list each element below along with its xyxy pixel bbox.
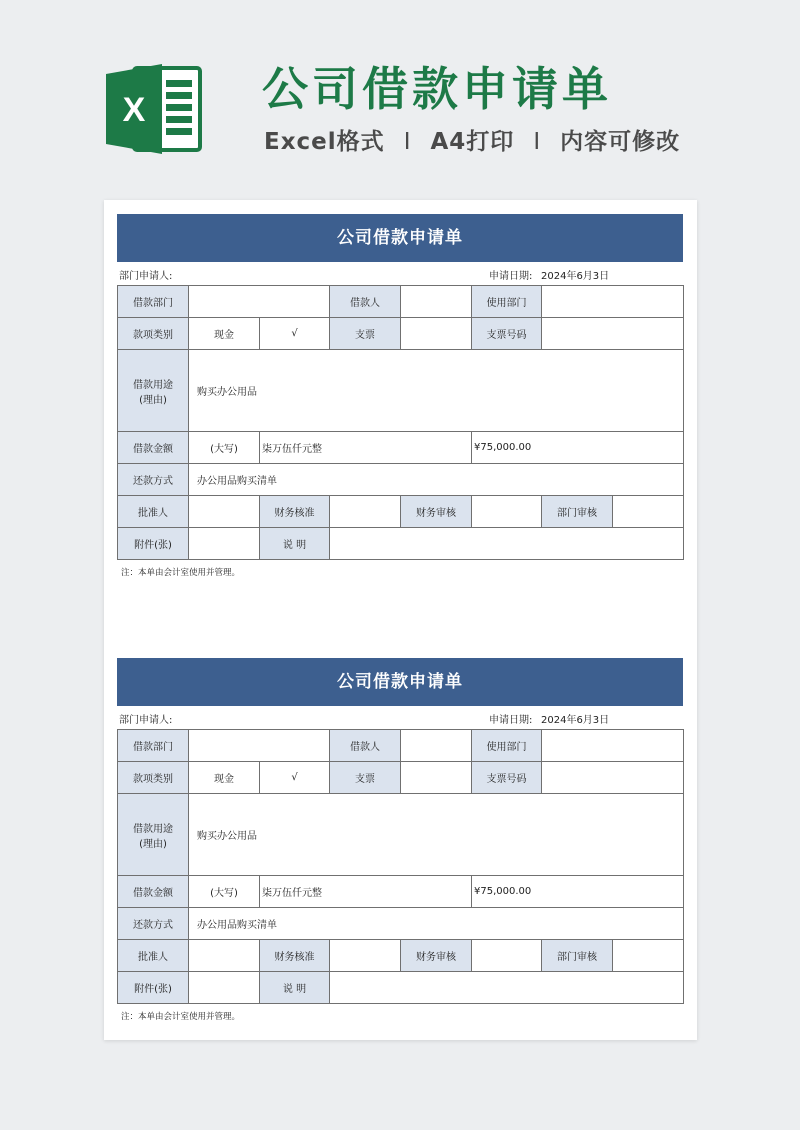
form-note: 注：本单由会计室使用并管理。	[121, 1012, 241, 1022]
borrower-label: 借款人	[330, 730, 401, 762]
form-table	[117, 285, 684, 560]
cheque-no-field[interactable]	[542, 318, 684, 350]
table-row	[118, 286, 684, 318]
remark-label: 说 明	[260, 528, 330, 560]
finance-approve-field[interactable]	[330, 940, 401, 972]
subtitle-format: Excel格式	[264, 129, 385, 155]
document-page	[104, 200, 697, 1040]
remark-field[interactable]	[330, 528, 684, 560]
remark-field[interactable]	[330, 972, 684, 1004]
banner-title: 公司借款申请单	[262, 62, 612, 116]
form-note: 注：本单由会计室使用并管理。	[121, 568, 241, 578]
subtitle-separator: I	[403, 129, 412, 155]
purpose-field[interactable]: 购买办公用品	[189, 350, 684, 432]
loan-dept-field[interactable]	[189, 730, 330, 762]
finance-approve-field[interactable]	[330, 496, 401, 528]
table-row	[118, 794, 684, 876]
uppercase-label: (大写)	[189, 432, 260, 464]
form-title: 公司借款申请单	[117, 214, 683, 262]
loan-dept-field[interactable]	[189, 286, 330, 318]
using-dept-field[interactable]	[542, 286, 684, 318]
finance-review-field[interactable]	[472, 940, 542, 972]
approver-field[interactable]	[189, 940, 260, 972]
amount-label: 借款金额	[118, 432, 189, 464]
table-row	[118, 464, 684, 496]
finance-approve-label: 财务核准	[260, 940, 330, 972]
amount-words-field[interactable]: 柒万伍仟元整	[260, 432, 472, 464]
apply-date-label: 申请日期:	[489, 715, 533, 726]
cheque-no-field[interactable]	[542, 762, 684, 794]
attachment-field[interactable]	[189, 528, 260, 560]
attachment-label: 附件(张)	[118, 972, 189, 1004]
category-label: 款项类别	[118, 762, 189, 794]
uppercase-label: (大写)	[189, 876, 260, 908]
table-row	[118, 876, 684, 908]
purpose-field[interactable]: 购买办公用品	[189, 794, 684, 876]
cash-label: 现金	[189, 762, 260, 794]
repay-label: 还款方式	[118, 464, 189, 496]
amount-label: 借款金额	[118, 876, 189, 908]
form-meta	[117, 262, 683, 285]
cheque-no-label: 支票号码	[472, 762, 542, 794]
excel-logo-icon	[104, 62, 204, 156]
svg-text:X: X	[122, 91, 146, 129]
category-label: 款项类别	[118, 318, 189, 350]
table-row	[118, 528, 684, 560]
banner-subtitle	[264, 124, 680, 160]
form-meta	[117, 706, 683, 729]
purpose-label-line1: 借款用途	[133, 823, 173, 835]
approver-label: 批准人	[118, 496, 189, 528]
amount-number-field[interactable]: ¥75,000.00	[472, 432, 684, 464]
table-row	[118, 972, 684, 1004]
finance-approve-label: 财务核准	[260, 496, 330, 528]
cheque-label: 支票	[330, 318, 401, 350]
amount-words-field[interactable]: 柒万伍仟元整	[260, 876, 472, 908]
finance-review-label: 财务审核	[401, 496, 472, 528]
approver-field[interactable]	[189, 496, 260, 528]
dept-review-label: 部门审核	[542, 940, 613, 972]
table-row	[118, 318, 684, 350]
using-dept-label: 使用部门	[472, 730, 542, 762]
table-row	[118, 908, 684, 940]
dept-review-field[interactable]	[613, 940, 684, 972]
attachment-field[interactable]	[189, 972, 260, 1004]
repay-field[interactable]: 办公用品购买清单	[189, 464, 684, 496]
apply-date-value[interactable]: 2024年6月3日	[541, 271, 610, 282]
cash-check-field[interactable]: √	[260, 318, 330, 350]
cheque-no-label: 支票号码	[472, 318, 542, 350]
cash-label: 现金	[189, 318, 260, 350]
purpose-label	[118, 350, 189, 432]
cheque-field[interactable]	[401, 318, 472, 350]
subtitle-editable: 内容可修改	[560, 129, 681, 155]
table-row	[118, 350, 684, 432]
finance-review-field[interactable]	[472, 496, 542, 528]
purpose-label-line1: 借款用途	[133, 379, 173, 391]
loan-dept-label: 借款部门	[118, 730, 189, 762]
cheque-field[interactable]	[401, 762, 472, 794]
table-row	[118, 940, 684, 972]
subtitle-print: A4打印	[430, 129, 515, 155]
borrower-field[interactable]	[401, 286, 472, 318]
table-row	[118, 496, 684, 528]
remark-label: 说 明	[260, 972, 330, 1004]
loan-form	[117, 658, 683, 1022]
loan-dept-label: 借款部门	[118, 286, 189, 318]
dept-applicant-label: 部门申请人:	[119, 271, 173, 282]
table-row	[118, 762, 684, 794]
borrower-label: 借款人	[330, 286, 401, 318]
cheque-label: 支票	[330, 762, 401, 794]
subtitle-separator: I	[533, 129, 542, 155]
purpose-label-line2: (理由)	[139, 394, 167, 406]
borrower-field[interactable]	[401, 730, 472, 762]
finance-review-label: 财务审核	[401, 940, 472, 972]
dept-applicant-label: 部门申请人:	[119, 715, 173, 726]
repay-label: 还款方式	[118, 908, 189, 940]
loan-form	[117, 214, 683, 578]
using-dept-label: 使用部门	[472, 286, 542, 318]
approver-label: 批准人	[118, 940, 189, 972]
attachment-label: 附件(张)	[118, 528, 189, 560]
table-row	[118, 730, 684, 762]
form-table	[117, 729, 684, 1004]
apply-date-label: 申请日期:	[489, 271, 533, 282]
purpose-label-line2: (理由)	[139, 838, 167, 850]
dept-review-label: 部门审核	[542, 496, 613, 528]
form-title: 公司借款申请单	[117, 658, 683, 706]
amount-number-field[interactable]: ¥75,000.00	[472, 876, 684, 908]
dept-review-field[interactable]	[613, 496, 684, 528]
purpose-label	[118, 794, 189, 876]
table-row	[118, 432, 684, 464]
using-dept-field[interactable]	[542, 730, 684, 762]
apply-date-value[interactable]: 2024年6月3日	[541, 715, 610, 726]
repay-field[interactable]: 办公用品购买清单	[189, 908, 684, 940]
cash-check-field[interactable]: √	[260, 762, 330, 794]
